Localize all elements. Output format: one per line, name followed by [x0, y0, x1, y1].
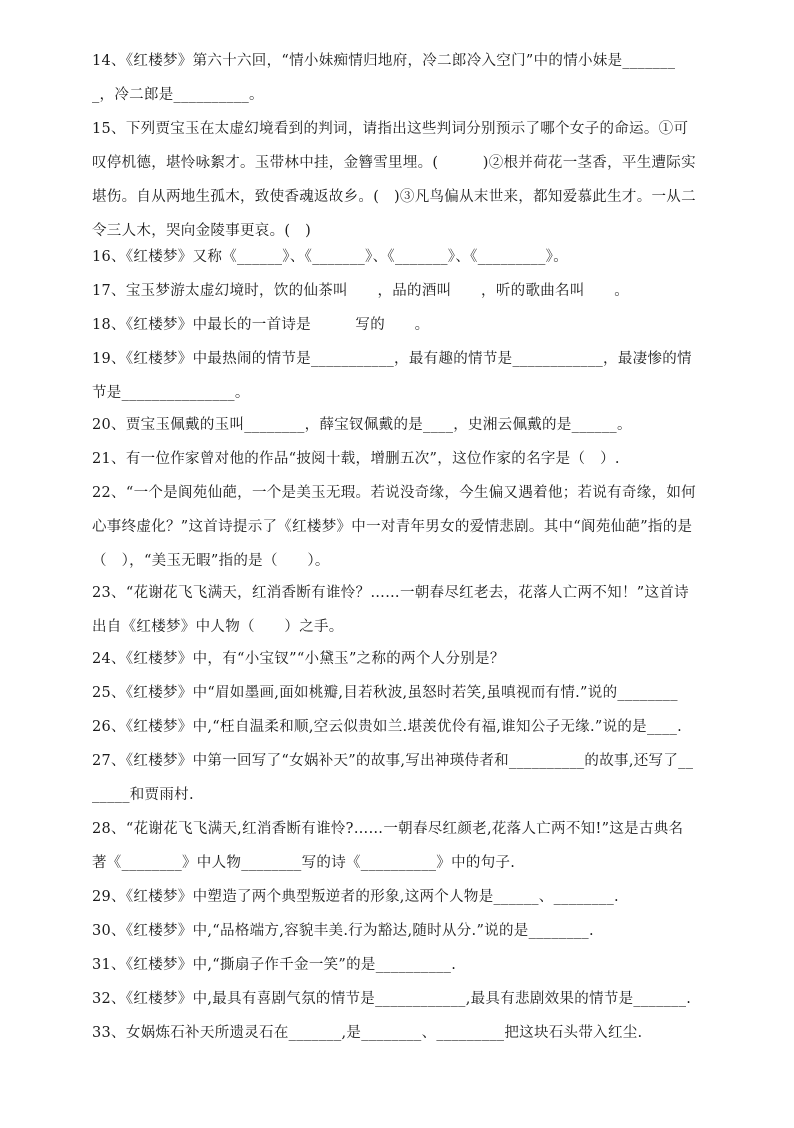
question-23: 23、“花谢花飞飞满天，红消香断有谁怜？……一朝春尽红老去，花落人亡两不知！”这首诗出自《红楼梦》中人物（ ）之手。 [92, 585, 689, 635]
question-19: 19、《红楼梦》中最热闹的情节是___________，最有趣的情节是____________，最凄惨的情节是_______________。 [92, 351, 692, 401]
question-20: 20、贾宝玉佩戴的玉叫________，薛宝钗佩戴的是____，史湘云佩戴的是______。 [92, 417, 632, 433]
question-33: 33、女娲炼石补天所遗灵石在_______,是________、_________把这块石头带入红尘. [92, 1025, 643, 1041]
question-17: 17、宝玉梦游太虚幻境时，饮的仙茶叫 ，品的酒叫 ，听的歌曲名叫 。 [92, 283, 630, 299]
question-16: 16、《红楼梦》又称《______》、《_______》、《_______》、《_________》。 [92, 249, 568, 265]
question-30: 30、《红楼梦》中,“品格端方,容貌丰美.行为豁达,随时从分.”说的是________. [92, 923, 594, 939]
question-27: 27、《红楼梦》中第一回写了“女娲补天”的故事,写出神瑛侍者和__________的故事,还写了_______和贾雨村. [92, 753, 694, 803]
question-32: 32、《红楼梦》中,最具有喜剧气氛的情节是____________,最具有悲剧效果的情节是_______. [92, 991, 692, 1007]
question-15: 15、下列贾宝玉在太虚幻境看到的判词，请指出这些判词分别预示了哪个女子的命运。①可叹停机德，堪怜咏絮才。玉带林中挂，金簪雪里埋。( )②根并荷花一茎香，平生遭际实堪伤。自从两地生孤木，致使香魂返故乡。( )③凡鸟偏从末世来，都知爱慕此生才。一从二令三人木，哭向金陵事更哀。( ) [92, 121, 696, 239]
question-28: 28、“花谢花飞飞满天,红消香断有谁怜?……一朝春尽红颜老,花落人亡两不知!”这是古典名著《________》中人物________写的诗《__________》中的句子. [92, 821, 684, 871]
question-24: 24、《红楼梦》中，有“小宝钗”“小黛玉”之称的两个人分别是？ [92, 651, 505, 667]
question-14: 14、《红楼梦》第六十六回，“情小妹痴情归地府，冷二郎冷入空门”中的情小妹是________，冷二郎是__________。 [92, 53, 676, 103]
question-18: 18、《红楼梦》中最长的一首诗是 写的 。 [92, 317, 430, 333]
question-26: 26、《红楼梦》中,“枉自温柔和顺,空云似贵如兰.堪羡优伶有福,谁知公子无缘.”说的是____. [92, 719, 683, 735]
question-31: 31、《红楼梦》中,“撕扇子作千金一笑”的是__________. [92, 957, 457, 973]
question-21: 21、有一位作家曾对他的作品“披阅十载，增删五次”，这位作家的名字是（ ）. [92, 451, 620, 467]
question-22: 22、“一个是阆苑仙葩，一个是美玉无瑕。若说没奇缘，今生偏又遇着他；若说有奇缘，如何心事终虚化？”这首诗提示了《红楼梦》中一对青年男女的爱情悲剧。其中“阆苑仙葩”指的是（ ），“美玉无暇”指的是（ ）。 [92, 485, 696, 569]
question-25: 25、《红楼梦》中“眉如墨画,面如桃瓣,目若秋波,虽怒时若笑,虽嗔视而有情.”说的________ [92, 685, 678, 701]
question-29: 29、《红楼梦》中塑造了两个典型叛逆者的形象,这两个人物是______、________. [92, 889, 619, 905]
